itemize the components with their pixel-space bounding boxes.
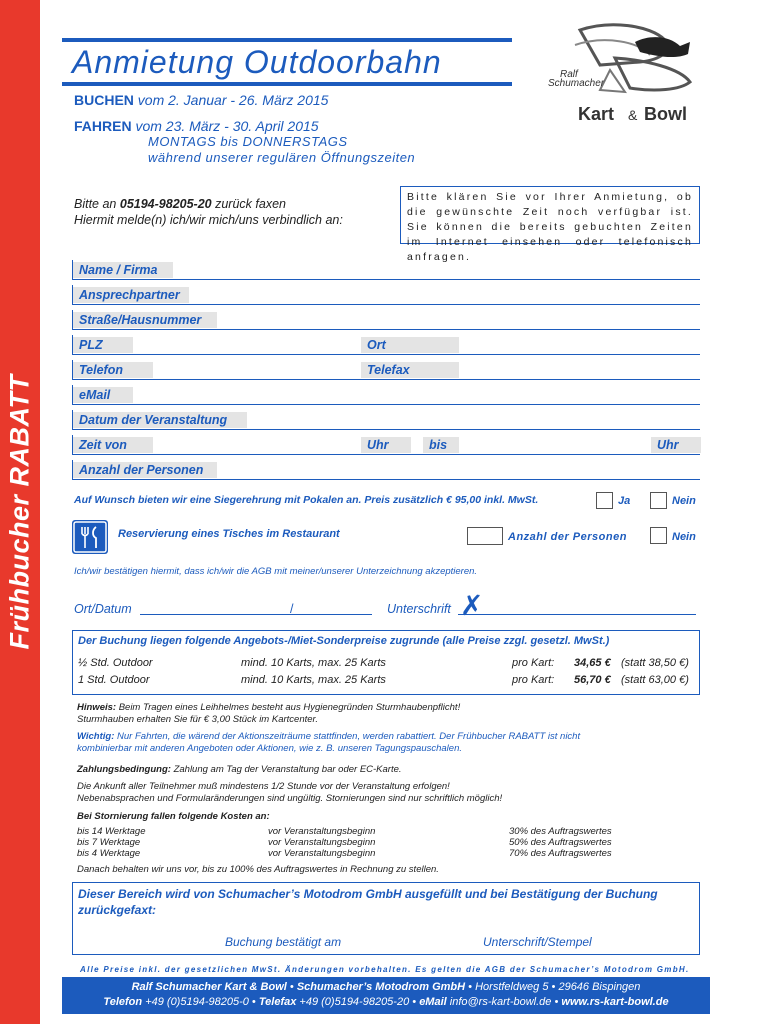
persons-field[interactable] [72,460,700,480]
footer-company1: Ralf Schumacher Kart & Bowl [131,981,287,993]
restaurant-no-label: Nein [672,531,696,543]
wichtig-line2: kombinierbar mit anderen Angeboten oder Aktionen, wie z. B. unseren Tagungspauschalen. [77,743,462,754]
footer-sep: • [551,981,556,993]
street-field[interactable] [72,310,700,330]
hinweis-note [77,702,460,714]
stamp-signature-label: Unterschrift/Stempel [483,935,592,949]
contact-field[interactable] [72,285,700,305]
agb-confirmation: Ich/wir bestätigen hiermit, dass ich/wir die AGB mit meiner/unserer Unterzeichnung akzeptieren. [74,566,478,577]
footer-tel-label: Telefon [103,996,143,1008]
cancellation-pct: 50% des Auftragswertes [509,837,612,848]
payment-text: Zahlung am Tag der Veranstaltung bar oder EC-Karte. [173,764,402,775]
footer-sep: • [289,981,294,993]
footer-contact [62,996,710,1008]
email-label: eMail [73,387,133,403]
payment-label: Zahlungsbedingung: [77,764,171,775]
ort-label: Ort [361,337,459,353]
ort-datum-label: Ort/Datum [74,602,132,616]
fahren-label: FAHREN [74,118,132,134]
logo-text-line2: Schumacher [548,78,605,89]
footer-email-label: eMail [419,996,447,1008]
award-no-checkbox[interactable] [650,492,667,509]
side-banner-text: Frühbucher RABATT [4,374,35,650]
award-offer-text: Auf Wunsch bieten wir eine Siegerehrung mit Pokalen an. Preis zusätzlich € 95,00 inkl. MwSt. [74,494,539,506]
hinweis-label: Hinweis: [77,702,117,713]
price-row-name: ½ Std. Outdoor [78,657,153,669]
buchen-text: vom 2. Januar - 26. März 2015 [137,92,329,108]
arrival-note: Die Ankunft aller Teilnehmer muß mindestens 1/2 Stunde vor der Veranstaltung erfolgen! [77,781,450,792]
cancellation-ref: vor Veranstaltungsbeginn [268,837,376,848]
restaurant-reservation-label: Reservierung eines Tisches im Restaurant [118,528,340,540]
cancellation-when: bis 7 Werktage [77,837,141,848]
plz-label: PLZ [73,337,133,353]
phone-label: Telefon [73,362,153,378]
footer-web-link[interactable]: www.rs-kart-bowl.de [561,996,669,1008]
cancellation-when: bis 14 Werktage [77,826,146,837]
cancellation-ref: vor Veranstaltungsbeginn [268,826,376,837]
driving-days: MONTAGS bis DONNERSTAGS [148,134,348,149]
footer-sep: • [554,996,559,1008]
footer-city: 29646 Bispingen [558,981,641,993]
logo-bowl: Bowl [644,104,687,124]
company-logo [540,20,705,130]
award-no-label: Nein [672,495,696,507]
confirmation-heading: Dieser Bereich wird von Schumacher’s Motodrom GmbH ausgefüllt und bei Bestätigung der Buchung zurückgefaxt: [78,887,658,917]
time-field[interactable] [72,435,700,455]
logo-text-line1: Ralf [560,69,578,80]
phone-fax-field[interactable] [72,360,700,380]
time-from-label: Zeit von [73,437,153,453]
restaurant-persons-input[interactable] [467,527,503,545]
fax-number: 05194-98205-20 [119,197,212,211]
page-title: Anmietung Outdoorbahn [72,44,442,80]
logo-graphic-icon [540,20,705,130]
price-row-cond: mind. 10 Karts, max. 25 Karts [241,657,386,669]
price-row-price: 34,65 € [574,657,611,669]
wichtig-label: Wichtig: [77,731,115,742]
uhr-label-1: Uhr [361,437,411,453]
cancellation-ref: vor Veranstaltungsbeginn [268,848,376,859]
cancellation-pct: 30% des Auftragswertes [509,826,612,837]
bis-label: bis [423,437,459,453]
availability-note: Bitte klären Sie vor Ihrer Anmietung, ob die gewünschte Zeit noch verfügbar ist. Sie können die bereits gebuchten Zeiten im Internet einsehen oder telefonisch anfragen. [400,186,700,244]
buchen-label: BUCHEN [74,92,134,108]
driving-hours: während unserer regulären Öffnungszeiten [148,150,416,165]
fahren-text: vom 23. März - 30. April 2015 [135,118,319,134]
booking-confirmed-label: Buchung bestätigt am [225,935,342,949]
footer-fax-label: Telefax [258,996,297,1008]
fax-instructions [74,196,343,228]
cancellation-label: Bei Stornierung fallen folgende Kosten an: [77,811,270,822]
signature-label: Unterschrift [387,602,451,616]
footer-street: Horstfeldweg 5 [475,981,549,993]
price-row-cond: mind. 10 Karts, max. 25 Karts [241,674,386,686]
contact-label: Ansprechpartner [73,287,189,303]
footer-sep: • [251,996,256,1008]
price-row-price: 56,70 € [574,674,611,686]
footer-email-link[interactable]: info@rs-kart-bowl.de [449,996,552,1008]
restaurant-icon [72,520,108,554]
logo-kart: Kart [578,104,615,124]
wichtig-note [77,731,580,743]
fax-prefix: Bitte an [74,197,117,211]
uhr-label-2: Uhr [651,437,701,453]
signature-mark-icon: ✗ [460,590,484,621]
award-yes-checkbox[interactable] [596,492,613,509]
cancellation-pct: 70% des Auftragswertes [509,848,612,859]
full-charge-note: Danach behalten wir uns vor, bis zu 100% des Auftragswertes in Rechnung zu stellen. [77,864,439,875]
driving-period [74,118,319,134]
persons-label: Anzahl der Personen [73,462,217,478]
footer-sep: • [412,996,417,1008]
signature-line[interactable] [458,614,696,615]
footer-company2: Schumacher’s Motodrom GmbH [296,981,466,993]
price-disclaimer: Alle Preise inkl. der gesetzlichen MwSt. Änderungen vorbehalten. Es gelten die AGB der Schumacher’s Motodrom GmbH. [80,965,690,974]
name-field[interactable] [72,260,700,280]
email-field[interactable] [72,385,700,405]
footer-tel: +49 (0)5194-98205-0 [145,996,249,1008]
price-heading: Der Buchung liegen folgende Angebots-/Miet-Sonderpreise zugrunde (alle Preise zzgl. gesetzl. MwSt.) [78,635,610,647]
wichtig-text: Nur Fahrten, die wärend der Aktionszeiträume stattfinden, werden rabattiert. Der Frühbucher RABATT ist nicht [117,731,581,742]
fax-line2: Hiermit melde(n) ich/wir mich/uns verbindlich an: [74,213,343,227]
logo-amp: & [628,107,638,123]
restaurant-persons-label: Anzahl der Personen [508,531,627,543]
name-label: Name / Firma [73,262,173,278]
fax-suffix: zurück faxen [215,197,286,211]
ort-datum-line[interactable] [140,614,372,615]
footer-address [62,981,710,993]
date-slash: / [290,602,294,616]
award-yes-label: Ja [618,495,631,507]
restaurant-no-checkbox[interactable] [650,527,667,544]
hinweis-line2: Sturmhauben erhalten Sie für € 3,00 Stück im Kartcenter. [77,714,318,725]
cancellation-heading [77,811,270,823]
price-row-name: 1 Std. Outdoor [78,674,150,686]
cancellation-when: bis 4 Werktage [77,848,141,859]
side-agreements-note: Nebenabsprachen und Formularänderungen sind ungültig. Stornierungen sind nur schriftlich möglich! [77,793,503,804]
event-date-field[interactable] [72,410,700,430]
plz-ort-field[interactable] [72,335,700,355]
footer-sep: • [468,981,473,993]
price-row-label: pro Kart: [512,674,555,686]
price-row-orig: (statt 63,00 €) [621,674,689,686]
event-date-label: Datum der Veranstaltung [73,412,247,428]
booking-period [74,92,328,108]
side-banner [0,0,40,1024]
hinweis-text: Beim Tragen eines Leihhelmes besteht aus Hygienegründen Sturmhaubenpflicht! [118,702,461,713]
telefax-label: Telefax [361,362,459,378]
street-label: Straße/Hausnummer [73,312,217,328]
price-row-orig: (statt 38,50 €) [621,657,689,669]
price-row-label: pro Kart: [512,657,555,669]
footer-fax: +49 (0)5194-98205-20 [299,996,410,1008]
payment-note [77,764,402,776]
